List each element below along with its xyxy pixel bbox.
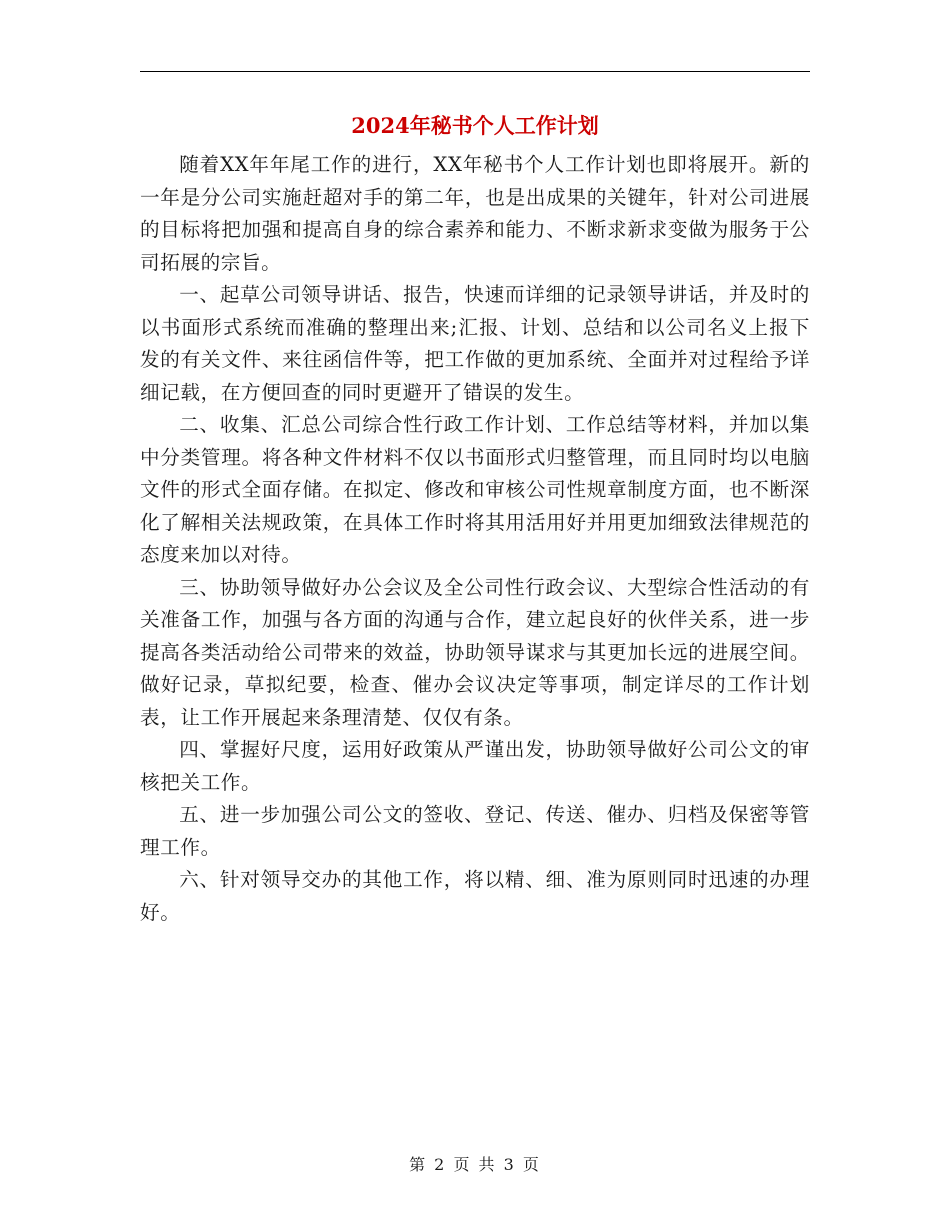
paragraph-intro: 随着XX年年尾工作的进行，XX年秘书个人工作计划也即将展开。新的一年是分公司实施赶超对手的第二年，也是出成果的关键年，针对公司进展的目标将把加强和提高自身的综合素养和能力、不断求新求变做为服务于公司拓展的宗旨。 xyxy=(140,153,810,274)
paragraph-item-2: 二、收集、汇总公司综合性行政工作计划、工作总结等材料，并加以集中分类管理。将各种文件材料不仅以书面形式归整管理，而且同时均以电脑文件的形式全面存储。在拟定、修改和审核公司性规章制度方面，也不断深化了解相关法规政策，在具体工作时将其用活用好并用更加细致法律规范的态度来加以对待。 xyxy=(140,413,810,566)
header-rule xyxy=(140,71,810,72)
paragraph-item-5: 五、进一步加强公司公文的签收、登记、传送、催办、归档及保密等管理工作。 xyxy=(140,803,810,859)
paragraph-item-6: 六、针对领导交办的其他工作，将以精、细、准为原则同时迅速的办理好。 xyxy=(140,868,810,924)
page-number-footer: 第 2 页 共 3 页 xyxy=(409,1155,541,1174)
document-body xyxy=(140,149,810,929)
document-title: 2024年秘书个人工作计划 xyxy=(351,113,599,138)
paragraph-item-3: 三、协助领导做好办公会议及全公司性行政会议、大型综合性活动的有关准备工作，加强与各方面的沟通与合作，建立起良好的伙伴关系，进一步提高各类活动给公司带来的效益，协助领导谋求与其更加长远的进展空间。做好记录，草拟纪要，检查、催办会议决定等事项，制定详尽的工作计划表，让工作开展起来条理清楚、仅仅有条。 xyxy=(140,575,810,729)
paragraph-item-4: 四、掌握好尺度，运用好政策从严谨出发，协助领导做好公司公文的审核把关工作。 xyxy=(140,738,810,794)
paragraph-item-1: 一、起草公司领导讲话、报告，快速而详细的记录领导讲话，并及时的以书面形式系统而准确的整理出来;汇报、计划、总结和以公司名义上报下发的有关文件、来往函信件等，把工作做的更加系统、全面并对过程给予详细记载，在方便回查的同时更避开了错误的发生。 xyxy=(140,283,810,404)
